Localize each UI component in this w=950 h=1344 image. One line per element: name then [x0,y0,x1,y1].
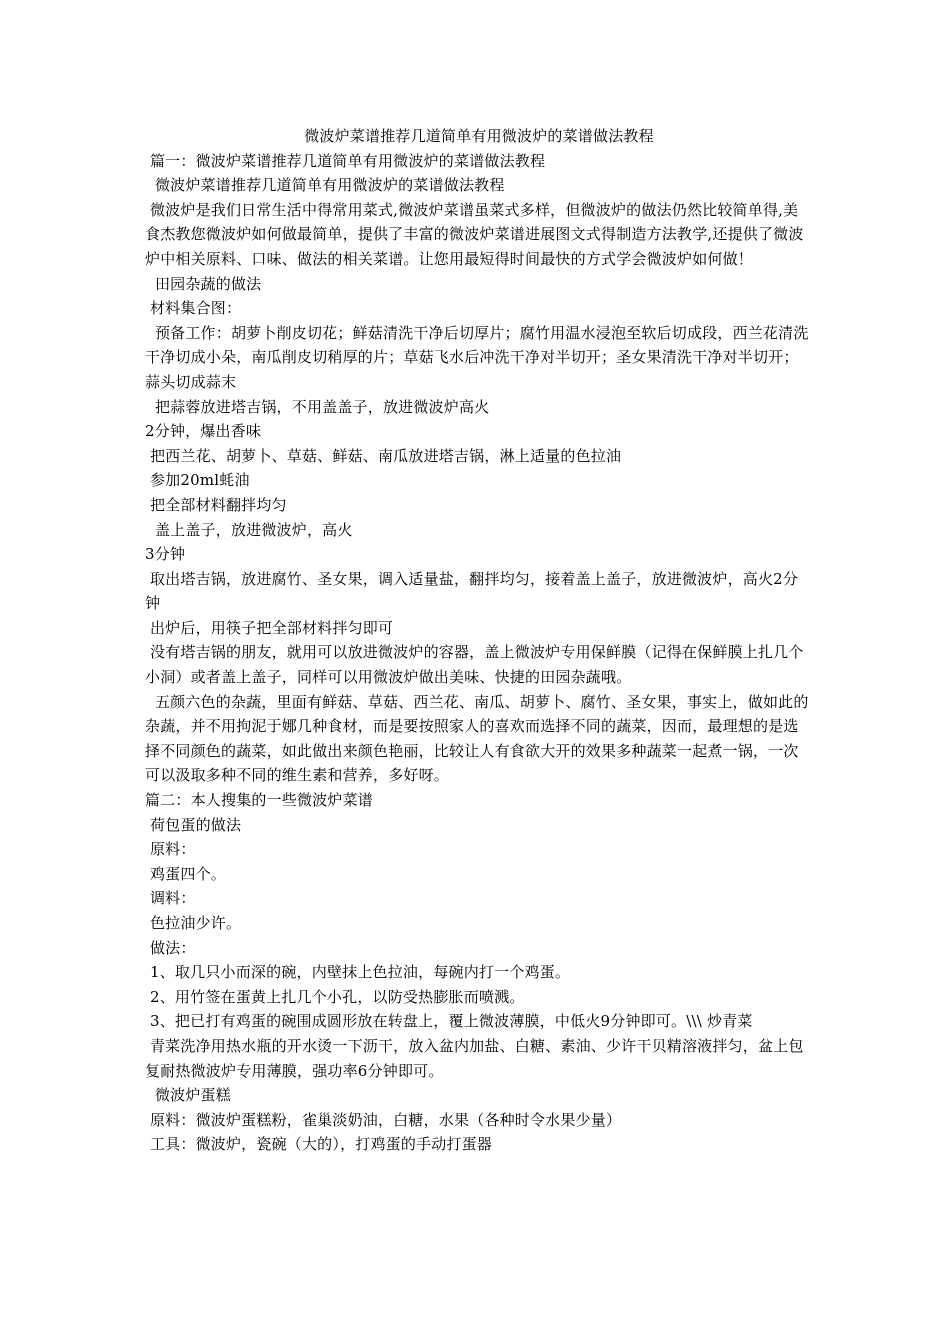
paragraph: 色拉油少许。 [145,914,242,932]
paragraph: 盖上盖子，放进微波炉，高火 [145,520,353,539]
paragraph: 篇一：微波炉菜谱推荐几道简单有用微波炉的菜谱做法教程 [145,151,546,170]
paragraph: 1、取几只小而深的碗，内壁抹上色拉油，每碗内打一个鸡蛋。 [145,963,571,982]
paragraph: 原料： [145,840,196,859]
paragraph: 微波炉蛋糕 [145,1086,231,1105]
paragraph: 做法： [145,938,196,957]
paragraph: 微波炉是我们日常生活中得常用菜式,微波炉菜谱虽菜式多样，但微波炉的做法仍然比较简单得,美食杰教您微波炉如何做最简单，提供了丰富的微波炉菜谱进展图文式得制造方法教学,还提供了微波炉中相关原料、口味、做法的相关菜谱。让您用最短得时间最快的方式学会微波炉如何做！ [145,200,804,268]
paragraph: 田园杂蔬的做法 [145,274,262,293]
paragraph: 把蒜蓉放进塔吉锅，不用盖盖子，放进微波炉高火 [145,397,490,416]
paragraph: 3、把已打有鸡蛋的碗围成圆形放在转盘上，覆上微波薄膜，中低火9分钟即可。\\\ 炒青菜 [145,1012,753,1031]
paragraph: 出炉后，用筷子把全部材料拌匀即可 [145,618,394,637]
paragraph: 没有塔吉锅的朋友，就用可以放进微波炉的容器，盖上微波炉专用保鲜膜（记得在保鲜膜上扎几个小洞）或者盖上盖子，同样可以用微波炉做出美味、快捷的田园杂蔬哦。 [145,643,804,687]
paragraph: 原料：微波炉蛋糕粉，雀巢淡奶油，白糖，水果（各种时令水果少量） [145,1110,622,1129]
paragraph: 调料： [145,889,196,908]
document-title: 微波炉菜谱推荐几道简单有用微波炉的菜谱做法教程 [304,127,654,145]
paragraph: 把西兰花、胡萝卜、草菇、鲜菇、南瓜放进塔吉锅，淋上适量的色拉油 [145,446,622,465]
paragraph-list [145,149,813,1157]
paragraph: 参加20ml蚝油 [145,471,250,490]
paragraph: 篇二：本人搜集的一些微波炉菜谱 [145,791,374,810]
paragraph: 材料集合图： [145,299,242,318]
paragraph: 工具：微波炉，瓷碗（大的），打鸡蛋的手动打蛋器 [145,1135,493,1154]
paragraph: 2分钟，爆出香味 [145,422,262,441]
paragraph: 取出塔吉锅，放进腐竹、圣女果，调入适量盐，翻拌均匀，接着盖上盖子，放进微波炉，高火2分钟 [145,569,799,613]
document-body [145,124,813,1157]
paragraph: 鸡蛋四个。 [145,864,226,883]
paragraph: 2、用竹签在蛋黄上扎几个小孔，以防受热膨胀而喷溅。 [145,987,525,1006]
paragraph: 五颜六色的杂蔬，里面有鲜菇、草菇、西兰花、南瓜、胡萝卜、腐竹、圣女果，事实上，做如此的杂蔬，并不用拘泥于娜几种食材，而是要按照家人的喜欢而选择不同的蔬菜，因而，最理想的是选择不同颜色的蔬菜，如此做出来颜色艳丽，比较让人有食欲大开的效果多种蔬菜一起煮一锅，一次可以汲取多种不同的维生素和营养，多好呀。 [145,692,809,785]
paragraph: 把全部材料翻拌均匀 [145,495,287,514]
paragraph: 荷包蛋的做法 [145,815,242,834]
paragraph: 微波炉菜谱推荐几道简单有用微波炉的菜谱做法教程 [145,176,505,195]
paragraph: 青菜洗净用热水瓶的开水烫一下沥干，放入盆内加盐、白糖、素油、少许干贝精溶液拌匀，盆上包复耐热微波炉专用薄膜，强功率6分钟即可。 [145,1036,804,1080]
paragraph: 预备工作：胡萝卜削皮切花；鲜菇清洗干净后切厚片；腐竹用温水浸泡至软后切成段，西兰花清洗干净切成小朵，南瓜削皮切稍厚的片；草菇飞水后冲洗干净对半切开；圣女果清洗干净对半切开；蒜头切成蒜末 [145,323,809,391]
paragraph: 3分钟 [145,545,186,564]
